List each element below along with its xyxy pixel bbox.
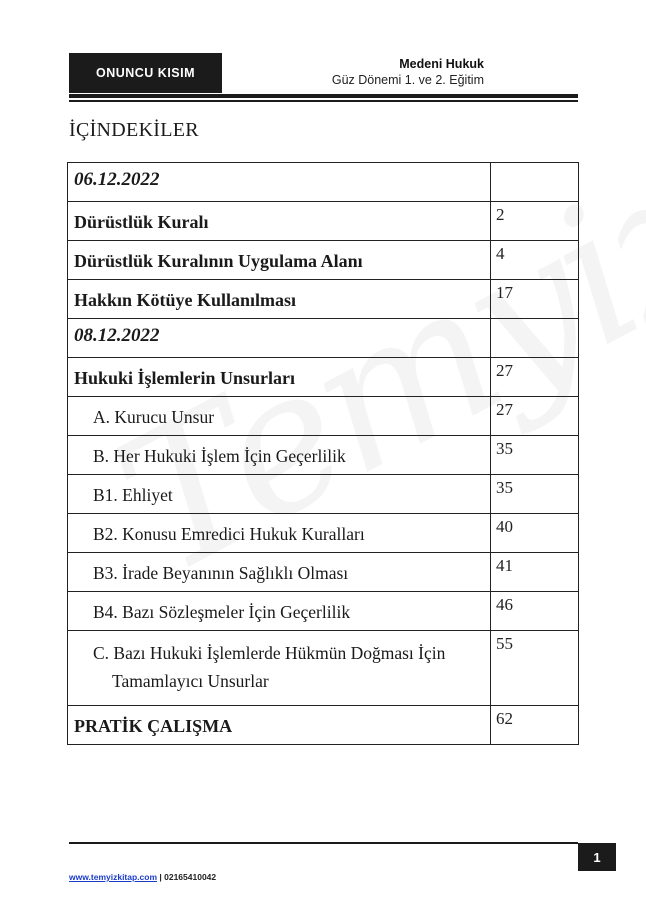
toc-entry-label: B3. İrade Beyanının Sağlıklı Olması [93, 563, 349, 583]
toc-entry-label: Dürüstlük Kuralının Uygulama Alanı [74, 251, 363, 271]
toc-entry-title[interactable] [68, 553, 491, 592]
toc-entry-label: Hakkın Kötüye Kullanılması [74, 290, 297, 310]
header-rule-thin [69, 100, 578, 102]
footer-rule [69, 842, 578, 844]
toc-entry-page [491, 163, 579, 202]
course-name: Medeni Hukuk [399, 57, 484, 71]
toc-entry-page: 27 [491, 358, 579, 397]
toc-entry-page: 62 [491, 706, 579, 745]
footer-separator: | [157, 872, 165, 882]
toc-entry-label: B. Her Hukuki İşlem İçin Geçerlilik [93, 446, 346, 466]
toc-entry-title[interactable] [68, 514, 491, 553]
toc-entry-title[interactable] [68, 592, 491, 631]
toc-entry-label: B1. Ehliyet [93, 485, 173, 505]
toc-entry-label: PRATİK ÇALIŞMA [74, 716, 233, 736]
toc-entry-page: 35 [491, 436, 579, 475]
toc-entry-page: 27 [491, 397, 579, 436]
toc-table [67, 162, 579, 745]
toc-entry-page: 35 [491, 475, 579, 514]
toc-entry-page: 41 [491, 553, 579, 592]
toc-entry-label: A. Kurucu Unsur [93, 407, 215, 427]
toc-entry-label: C. Bazı Hukuki İşlemlerde Hükmün Doğması İçin [93, 643, 446, 663]
toc-entry-page: 4 [491, 241, 579, 280]
page-number: 1 [578, 843, 616, 871]
toc-entry-title[interactable] [68, 241, 491, 280]
toc-entry-title[interactable] [68, 436, 491, 475]
toc-entry-label: 06.12.2022 [74, 169, 160, 190]
toc-entry-title[interactable] [68, 202, 491, 241]
toc-row [68, 553, 579, 592]
section-badge: ONUNCU KISIM [69, 53, 222, 93]
toc-entry-title[interactable] [68, 706, 491, 745]
toc-entry-label: Hukuki İşlemlerin Unsurları [74, 368, 296, 388]
toc-entry-title[interactable] [68, 358, 491, 397]
toc-row [68, 202, 579, 241]
toc-entry-label: B4. Bazı Sözleşmeler İçin Geçerlilik [93, 602, 351, 622]
toc-entry-label: 08.12.2022 [74, 325, 160, 346]
toc-entry-page: 55 [491, 631, 579, 706]
toc-entry-label: Dürüstlük Kuralı [74, 212, 209, 232]
toc-entry-title[interactable] [68, 319, 491, 358]
footer-contact [69, 872, 216, 882]
toc-row [68, 436, 579, 475]
toc-row [68, 163, 579, 202]
toc-row [68, 706, 579, 745]
toc-row [68, 241, 579, 280]
toc-entry-title[interactable] [68, 280, 491, 319]
website-link[interactable]: www.temyizkitap.com [69, 872, 158, 882]
toc-entry-title[interactable] [68, 163, 491, 202]
toc-row [68, 319, 579, 358]
toc-row [68, 631, 579, 706]
toc-row [68, 592, 579, 631]
toc-entry-page [491, 319, 579, 358]
toc-entry-label-continued: Tamamlayıcı Unsurlar [112, 671, 269, 691]
toc-entry-title[interactable] [68, 397, 491, 436]
toc-entry-page: 2 [491, 202, 579, 241]
toc-entry-title[interactable] [68, 631, 491, 706]
toc-row [68, 358, 579, 397]
term-label: Güz Dönemi 1. ve 2. Eğitim [331, 73, 484, 87]
toc-row [68, 475, 579, 514]
toc-entry-title[interactable] [68, 475, 491, 514]
header-info [222, 57, 484, 88]
toc-row [68, 280, 579, 319]
page-title: İÇİNDEKİLER [69, 119, 199, 141]
phone-number: 02165410042 [164, 872, 217, 882]
toc-entry-page: 46 [491, 592, 579, 631]
toc-row [68, 397, 579, 436]
toc-entry-label: B2. Konusu Emredici Hukuk Kuralları [93, 524, 365, 544]
header-rule-thick [69, 94, 578, 98]
toc-entry-page: 40 [491, 514, 579, 553]
toc-row [68, 514, 579, 553]
toc-entry-page: 17 [491, 280, 579, 319]
